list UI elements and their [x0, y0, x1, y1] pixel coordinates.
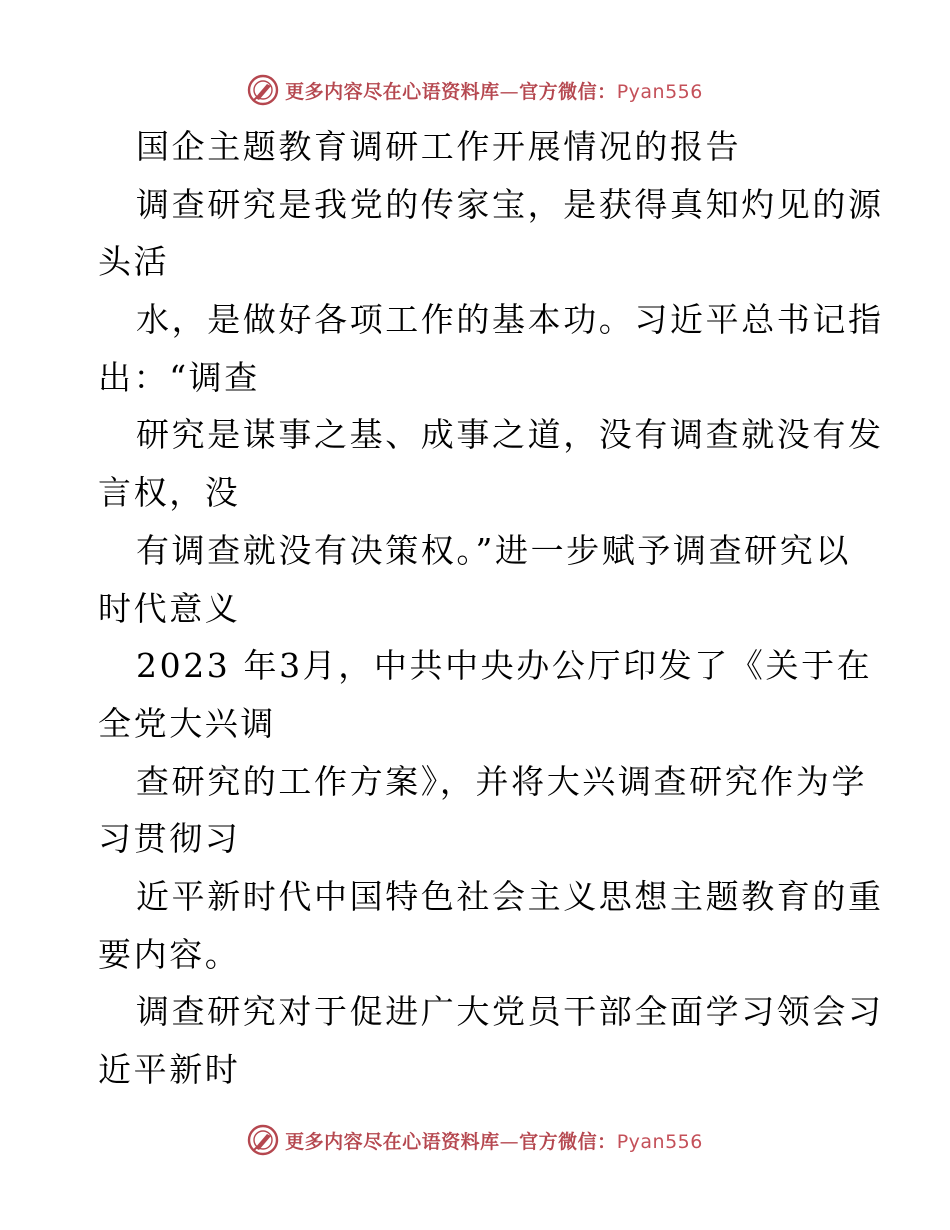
document-body: [98, 118, 884, 1099]
paragraph-line: 水，是做好各项工作的基本功。习近平总书记指: [136, 300, 884, 340]
paragraph-line: 近平新时: [98, 1050, 241, 1089]
paragraph-line: 调查研究对于促进广大党员干部全面学习领会习: [136, 992, 884, 1032]
paragraph-line: 调查研究是我党的传家宝，是获得真知灼见的源: [136, 184, 884, 224]
paragraph-line: 习贯彻习: [98, 819, 241, 859]
footer-separator: —: [499, 1130, 520, 1153]
paragraph-line: 要内容。: [98, 934, 241, 974]
header-banner: [0, 70, 950, 110]
header-lead: 更多内容尽在心语资料库: [285, 80, 500, 103]
paragraph-line: 查研究的工作方案》，并将大兴调查研究作为学: [136, 761, 868, 801]
footer-lead: 更多内容尽在心语资料库: [285, 1130, 500, 1153]
footer-handle: Pyan556: [616, 1130, 703, 1153]
paragraph-line: 出：“调查: [98, 357, 260, 397]
footer-banner: [0, 1120, 950, 1160]
header-separator: —: [499, 80, 520, 103]
paragraph-line: 2023 年3月，中共中央办公厅印发了《关于在: [136, 646, 873, 686]
paragraph-line: 头活: [98, 242, 170, 282]
header-banner-text: [285, 77, 703, 104]
paragraph-line: 言权，没: [98, 473, 241, 513]
footer-banner-text: [285, 1127, 703, 1154]
pen-logo-icon: [247, 1124, 279, 1156]
paragraph-line: 近平新时代中国特色社会主义思想主题教育的重: [136, 876, 884, 916]
paragraph-line: 有调查就没有决策权。”进一步赋予调查研究以: [136, 530, 851, 570]
footer-tail: 官方微信：: [519, 1130, 617, 1153]
header-tail: 官方微信：: [519, 80, 617, 103]
paragraph-line: 全党大兴调: [98, 703, 276, 743]
pen-logo-icon: [247, 74, 279, 106]
header-handle: Pyan556: [616, 80, 703, 103]
document-title: 国企主题教育调研工作开展情况的报告: [136, 127, 742, 166]
paragraph-line: 研究是谋事之基、成事之道，没有调查就没有发: [136, 415, 884, 455]
paragraph-line: 时代意义: [98, 588, 241, 628]
